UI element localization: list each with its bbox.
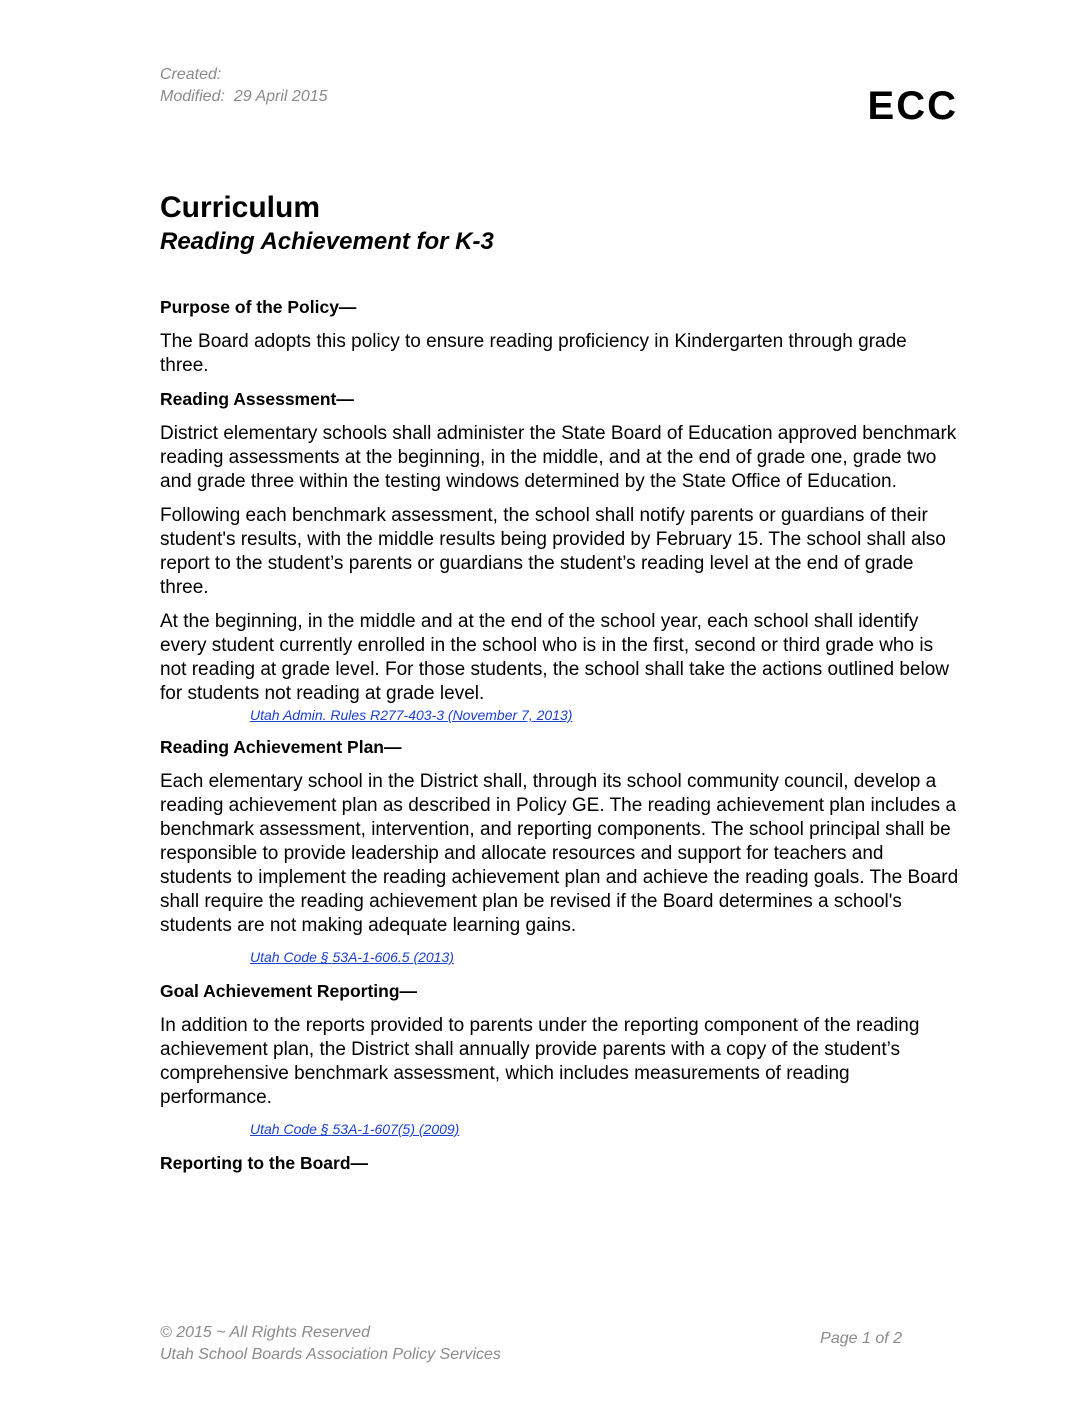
paragraph: Each elementary school in the District shall, through its school community council, develop a reading achievement plan as described in Policy GE. The reading achievement plan includes a benchmark assessment, intervention, and reporting components. The school principal shall be responsible to provide leadership and allocate resources and support for teachers and students to implement the reading achievement plan and achieve the reading goals. The Board shall require the reading achievement plan be revised if the Board determines a school's students are not making adequate learning gains. [160, 771, 959, 936]
section-reading-assessment [160, 388, 960, 724]
page-number: Page 1 of 2 [820, 1330, 902, 1347]
copyright-text: © 2015 ~ All Rights Reserved [160, 1324, 370, 1341]
paragraph: The Board adopts this policy to ensure reading proficiency in Kindergarten through grade three. [160, 331, 907, 376]
page-subtitle: Reading Achievement for K-3 [160, 228, 494, 255]
paragraph: District elementary schools shall administer the State Board of Education approved benchmark reading assessments at the beginning, in the middle, and at the end of grade one, grade two and grade three within the testing windows determined by the State Office of Education. [160, 423, 957, 492]
title-block [160, 190, 494, 258]
citation-link[interactable]: Utah Code § 53A-1-606.5 (2013) [250, 949, 454, 965]
paragraph: In addition to the reports provided to parents under the reporting component of the reading achievement plan, the District shall annually provide parents with a copy of the student’s comprehensive benchmark assessment, which includes measurements of reading performance. [160, 1015, 920, 1108]
section-heading: Goal Achievement Reporting— [160, 981, 418, 1001]
policy-content [160, 296, 960, 1186]
section-reporting-to-board [160, 1152, 960, 1174]
section-heading: Reporting to the Board— [160, 1153, 369, 1173]
created-date: Created: [160, 66, 222, 83]
organization-name: Utah School Boards Association Policy Services [160, 1346, 501, 1363]
section-heading: Purpose of the Policy— [160, 297, 357, 317]
paragraph: At the beginning, in the middle and at the end of the school year, each school shall identify every student currently enrolled in the school who is in the first, second or third grade who is not reading at grade level. For those students, the school shall take the actions outlined below for students not reading at grade level. [160, 611, 949, 704]
document-metadata [160, 64, 328, 108]
section-reading-achievement-plan [160, 736, 960, 966]
section-goal-achievement-reporting [160, 980, 960, 1138]
policy-code: ECC [867, 84, 958, 128]
section-heading: Reading Assessment— [160, 389, 354, 409]
footer-copyright-block [160, 1322, 501, 1366]
modified-date: Modified: 29 April 2015 [160, 88, 328, 105]
citation-link[interactable]: Utah Admin. Rules R277-403-3 (November 7, 2013) [250, 707, 573, 723]
paragraph: Following each benchmark assessment, the school shall notify parents or guardians of their student's results, with the middle results being provided by February 15. The school shall also report to the student’s parents or guardians the student’s reading level at the end of grade three. [160, 505, 946, 598]
page-title: Curriculum [160, 191, 321, 224]
section-heading: Reading Achievement Plan— [160, 737, 402, 757]
citation-link[interactable]: Utah Code § 53A-1-607(5) (2009) [250, 1121, 460, 1137]
section-purpose [160, 296, 960, 378]
